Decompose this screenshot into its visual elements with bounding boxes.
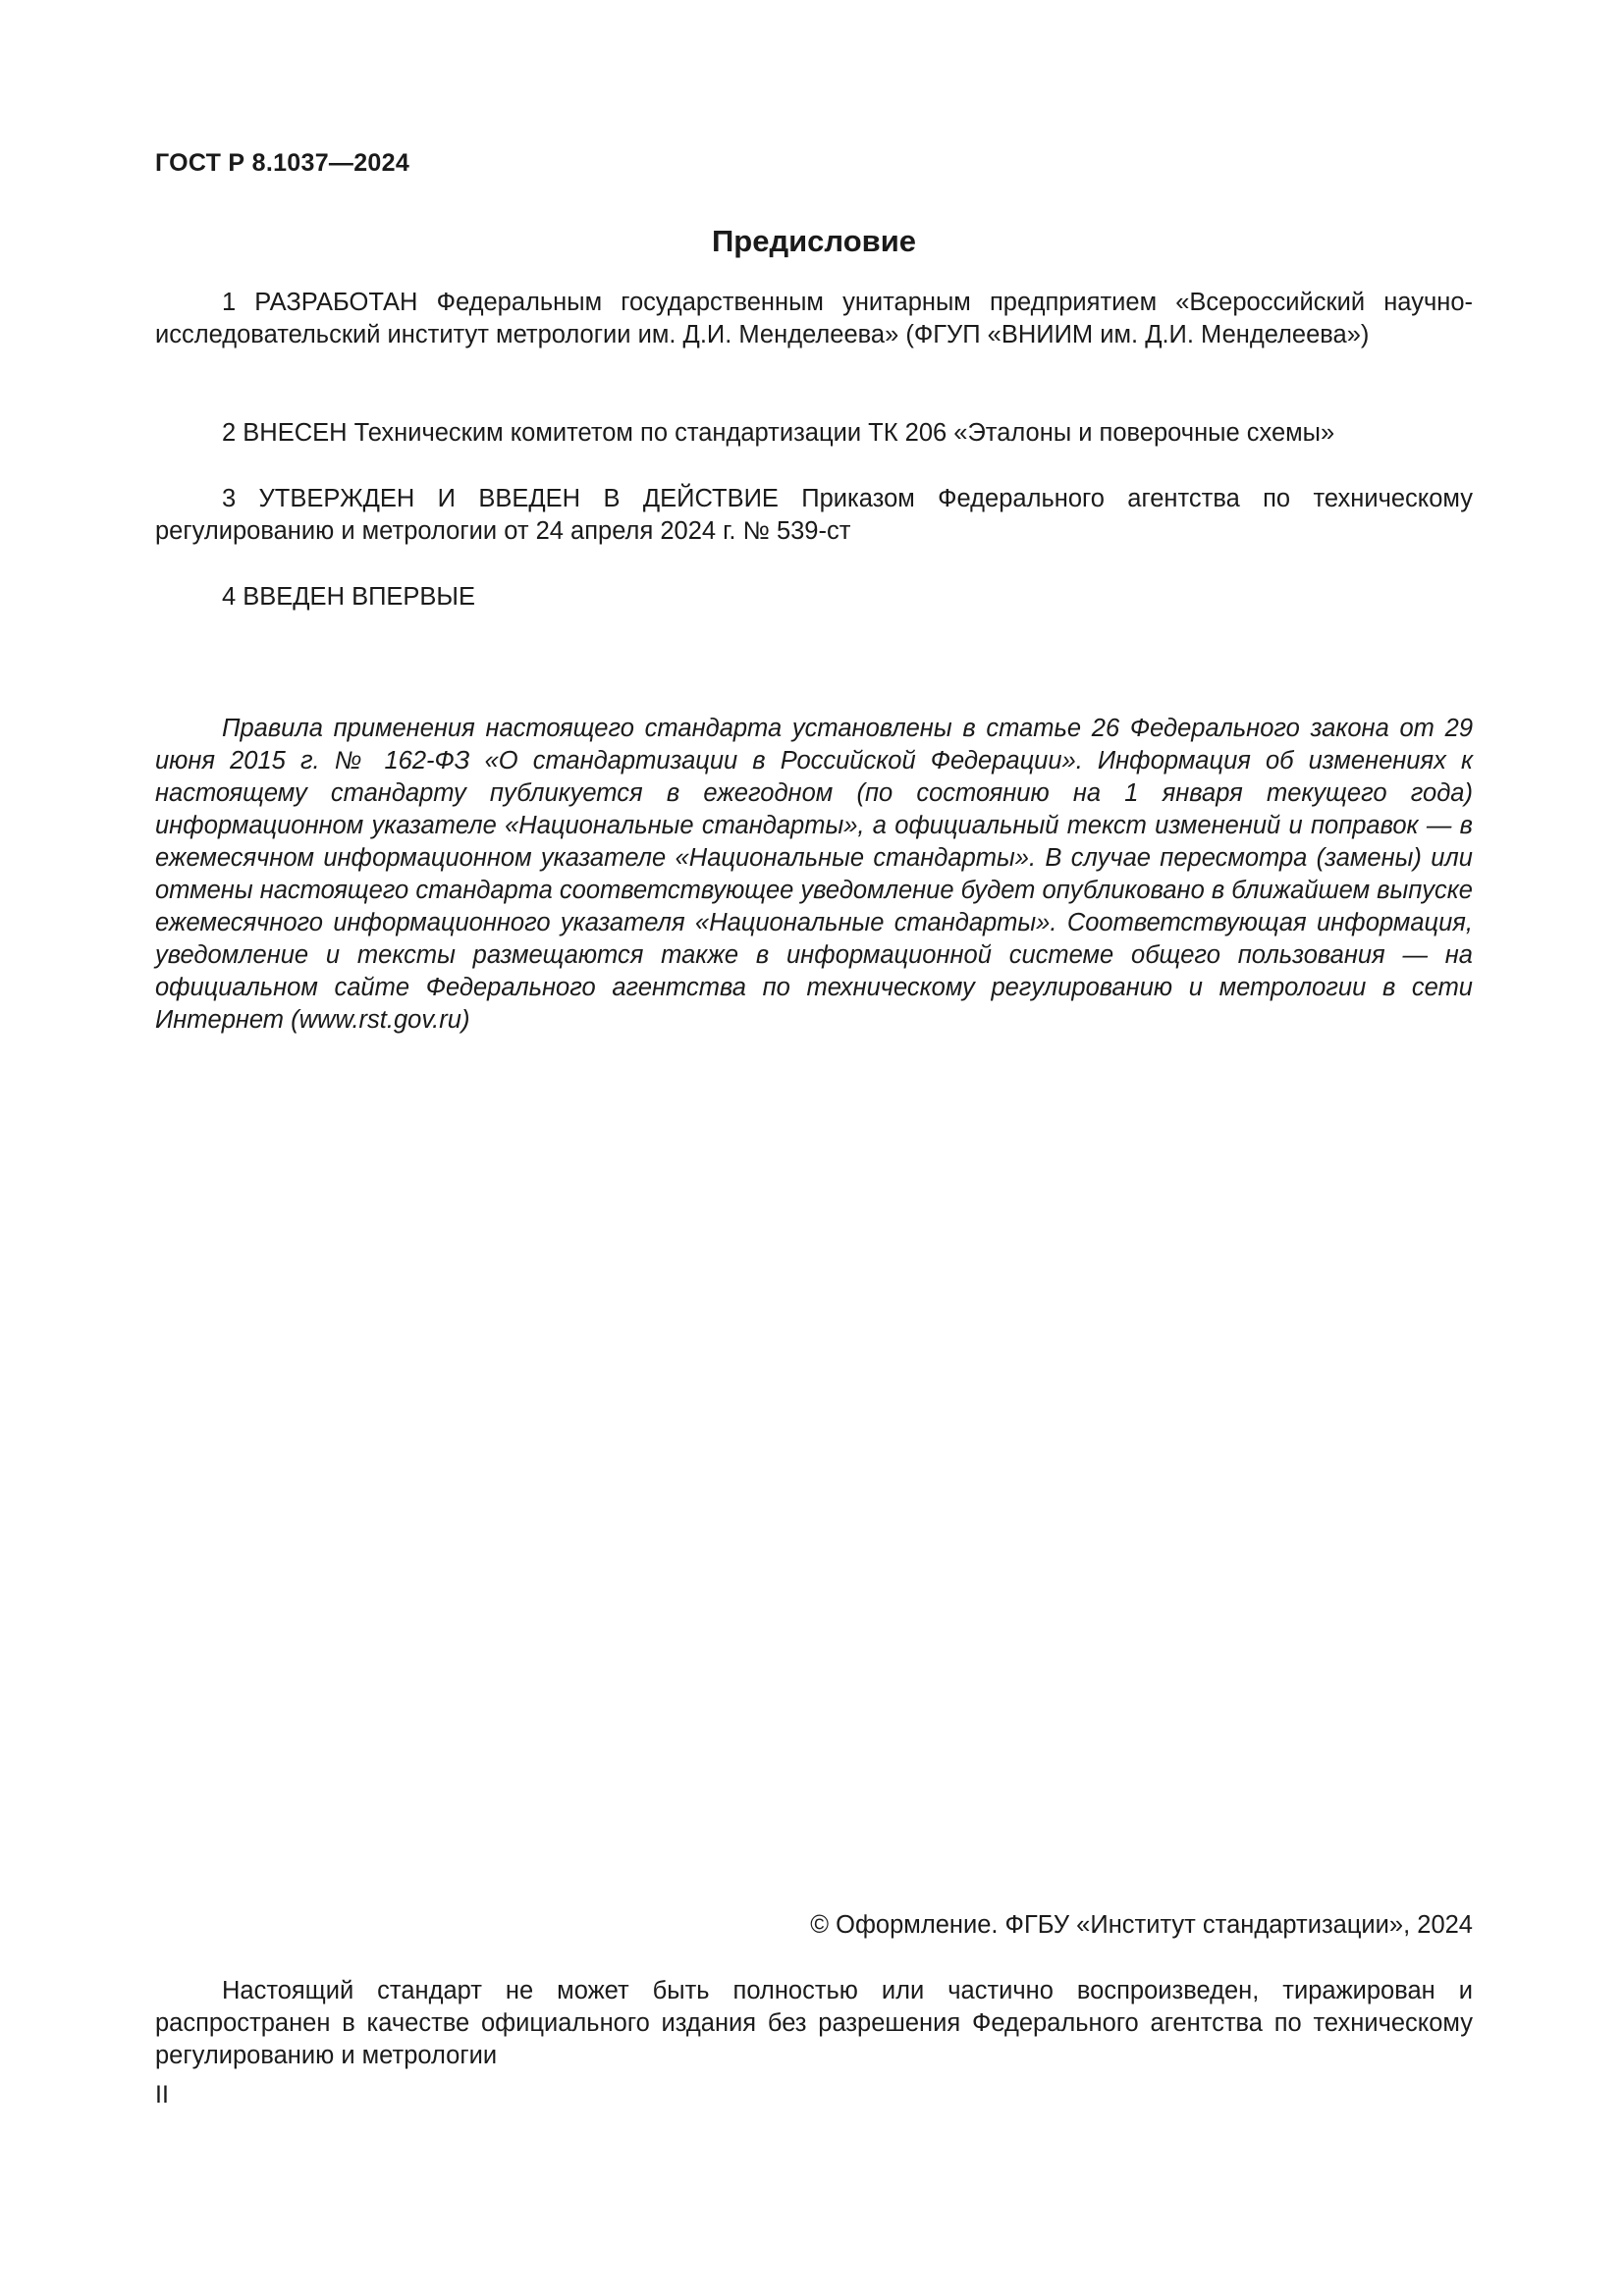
- foreword-item-developed: 1 РАЗРАБОТАН Федеральным государственным унитарным предприятием «Всероссийский научно-исследовательский институт метрологии им. Д.И. Менделеева» (ФГУП «ВНИИМ им. Д.И. Менделеева»): [155, 289, 1473, 348]
- foreword-item-first-introduced: 4 ВВЕДЕН ВПЕРВЫЕ: [222, 583, 476, 611]
- page-number: II: [155, 2081, 169, 2109]
- rules-notice: Правила применения настоящего стандарта установлены в статье 26 Федерального закона от 29 июня 2015 г. № 162-ФЗ «О стандартизации в Российской Федерации». Информация об изменениях к настоящему стандарту публикуется в ежегодном (по состоянию на 1 января текущего года) информационном указателе «Национальные стандарты», а официальный текст изменений и поправок — в ежемесячном информационном указателе «Национальные стандарты». В случае пересмотра (замены) или отмены настоящего стандарта соответствующее уведомление будет опубликовано в ближайшем выпуске ежемесячного информационного указателя «Национальные стандарты». Соответствующая информация, уведомление и тексты размещаются также в информационной системе общего пользования — на официальном сайте Федерального агентства по техническому регулированию и метрологии в сети Интернет (www.rst.gov.ru): [155, 715, 1473, 1034]
- reproduction-notice: Настоящий стандарт не может быть полностью или частично воспроизведен, тиражирован и распространен в качестве официального издания без разрешения Федерального агентства по техническому регулированию и метрологии: [155, 1977, 1473, 2069]
- foreword-item-approved: 3 УТВЕРЖДЕН И ВВЕДЕН В ДЕЙСТВИЕ Приказом Федерального агентства по техническому регулированию и метрологии от 24 апреля 2024 г. № 539-ст: [155, 485, 1473, 545]
- foreword-item-introduced: 2 ВНЕСЕН Техническим комитетом по стандартизации ТК 206 «Эталоны и поверочные схемы»: [222, 419, 1335, 447]
- page-title: Предисловие: [711, 224, 916, 258]
- standard-code: ГОСТ Р 8.1037—2024: [155, 149, 410, 177]
- copyright-notice: © Оформление. ФГБУ «Институт стандартизации», 2024: [810, 1911, 1473, 1939]
